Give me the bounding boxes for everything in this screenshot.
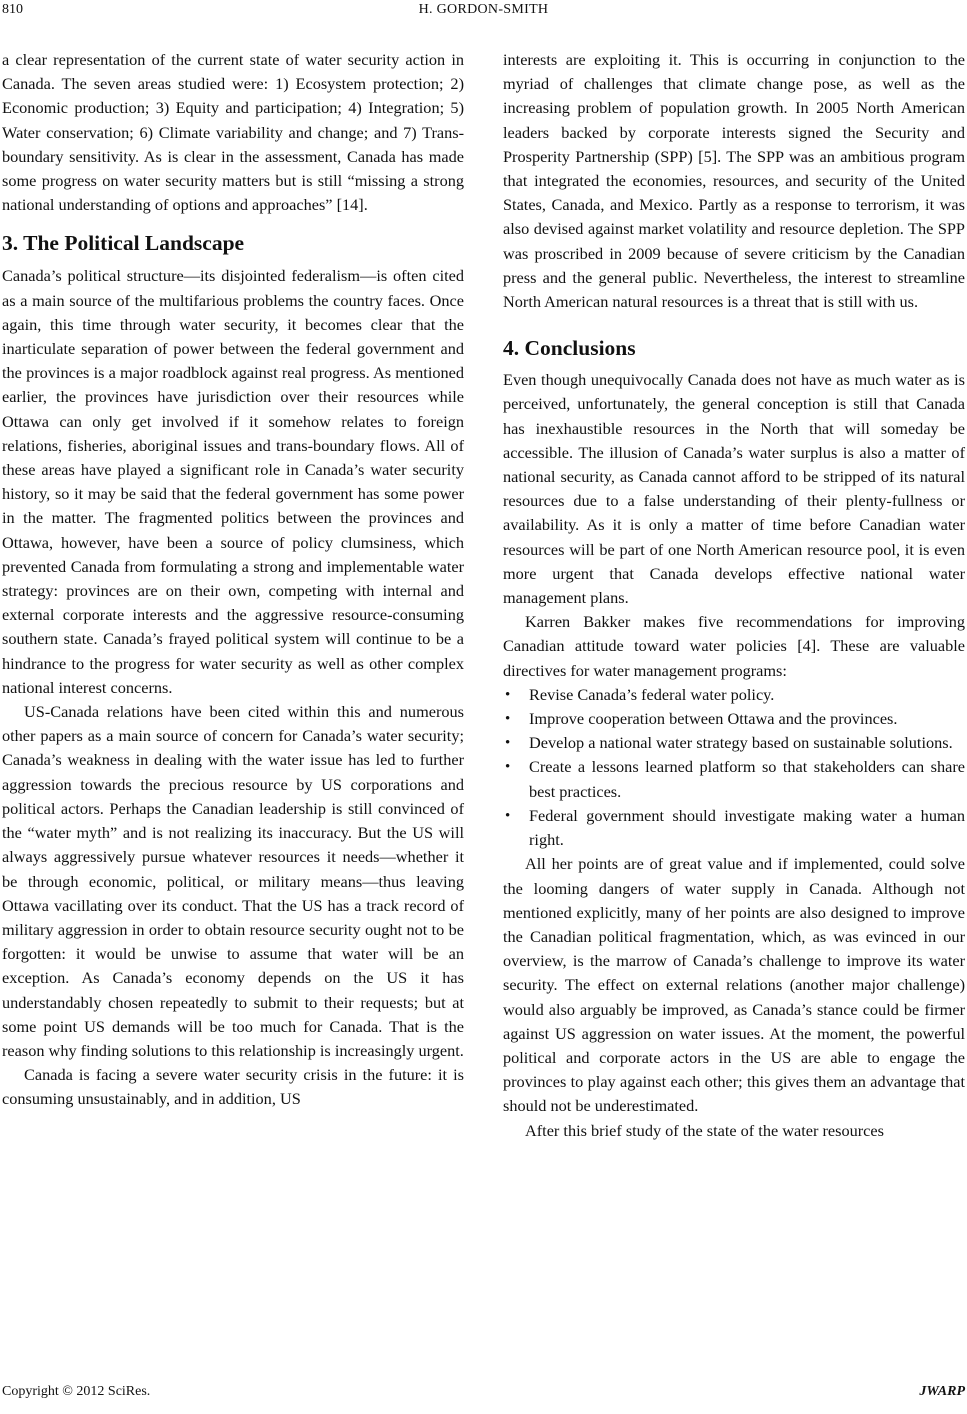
paragraph: Canada is facing a severe water security crisis in the future: it is consuming unsustainably, and in addition, US	[2, 1065, 464, 1109]
journal-name: JWARP	[919, 1384, 965, 1399]
paragraph: US-Canada relations have been cited within this and numerous other papers as a main source of concern for Canada’s water security; Canada’s weakness in dealing with the water issue has led to further aggression towards the precious resource by US corporations and political actors. Perhaps the Canadian leadership is still convinced of the “water myth” and is not realizing its inaccuracy. But the US will always aggressively pursue whatever resources it needs—whether it be through economic, political, or military means—thus leaving Ottawa vacillating over its conduct. That the US has a track record of military aggression in order to obtain resource security ought not to be forgotten: it would be unwise to assume that water will be an exception. As Canada’s economy depends on the US it has understandably chosen repeatedly to submit to their requests; but at some point US demands will be too much for Canada. That is the reason why finding solutions to this relationship is increasingly urgent.	[2, 702, 464, 1060]
section-heading-conclusions: 4. Conclusions	[503, 336, 636, 361]
section-heading-political-landscape: 3. The Political Landscape	[2, 231, 245, 256]
list-item: • Revise Canada’s federal water policy.	[503, 683, 965, 707]
right-column	[503, 48, 965, 1143]
paragraph: Even though unequivocally Canada does not have as much water as is perceived, unfortunately, the general conception is still that Canada has inexhaustible resources in the North that will someday be accessible. The illusion of Canada’s water surplus is also a matter of national security, as Canada cannot afford to be stripped of its natural resources due to a false understanding of their plenty-fullness or availability. As it is only a matter of time before Canadian water resources will be part of one North American resource pool, it is even more urgent that Canada develops effective national water management plans.	[503, 370, 965, 608]
copyright-notice: Copyright © 2012 SciRes.	[2, 1384, 151, 1399]
list-item: • Improve cooperation between Ottawa and the provinces.	[503, 707, 965, 731]
paragraph: Canada’s political structure—its disjointed federalism—is often cited as a main source of the multifarious problems the country faces. Once again, this time through water security, it becomes clear that the inarticulate separation of power between the federal government and the provinces is a major roadblock against real progress. As mentioned earlier, the provinces have jurisdiction over their resources while Ottawa can only get involved if it somehow relates to foreign relations, fisheries, aboriginal issues and trans-boundary flows. All of these areas have played a significant role in Canada’s water security history, so it may be said that the federal government has some power in the matter. The fragmented politics between the provinces and Ottawa, however, have been a source of policy clumsiness, which prevented Canada from formulating a strong and implementable water strategy: provinces are on their own, competing with internal and external corporate interests and the aggressive resource-consuming southern state. Canada’s frayed political system will continue to be a hindrance to the progress for water security as well as other complex national interest concerns.	[2, 266, 464, 697]
left-column	[2, 48, 464, 1112]
page-number: 810	[2, 2, 23, 17]
list-item: • Develop a national water strategy based on sustainable solutions.	[503, 731, 965, 755]
paragraph: All her points are of great value and if implemented, could solve the looming dangers of water supply in Canada. Although not mentioned explicitly, many of her points are also designed to improve the Canadian political fragmentation, which, as was evinced in our overview, is the marrow of Canada’s challenge to improve its water security. The effect on external relations (another major challenge) would also arguably be improved, as Canada’s stance could be firmer against US aggression on water issues. At the moment, the powerful political and corporate actors in the US are able to engage the provinces to play against each other; this gives them an advantage that should not be underestimated.	[503, 854, 965, 1116]
list-item: • Federal government should investigate making water a human right.	[503, 804, 965, 852]
paragraph: interests are exploiting it. This is occurring in conjunction to the myriad of challenges that climate change pose, as well as the increasing problem of population growth. In 2005 North American leaders backed by corporate interests signed the Security and Prosperity Partnership (SPP) [5]. The SPP was an ambitious program that integrated the economies, resources, and security of the United States, Canada, and Mexico. Partly as a response to terrorism, it was also devised against market volatility and resource depletion. The SPP was proscribed in 2009 because of severe criticism by the Canadian press and the general public. Nevertheless, the interest to streamline North American natural resources is a threat that is still with us.	[503, 50, 965, 312]
page-footer	[0, 1384, 967, 1404]
list-item: • Create a lessons learned platform so that stakeholders can share best practices.	[503, 755, 965, 803]
running-head: H. GORDON-SMITH	[418, 2, 549, 17]
paragraph: Karren Bakker makes five recommendations for improving Canadian attitude toward water policies [4]. These are valuable directives for water management programs:	[503, 612, 965, 680]
recommendations-list	[503, 683, 965, 852]
paragraph: After this brief study of the state of the water resources	[525, 1120, 884, 1140]
page-header	[0, 2, 967, 22]
paragraph: a clear representation of the current state of water security action in Canada. The seven areas studied were: 1) Ecosystem protection; 2) Economic production; 3) Equity and participation; 4) Integration; 5) Water conservation; 6) Climate variability and change; and 7) Trans-boundary sensitivity. As is clear in the assessment, Canada has made some progress on water security matters but is still “missing a strong national understanding of options and approaches” [14].	[2, 50, 464, 215]
